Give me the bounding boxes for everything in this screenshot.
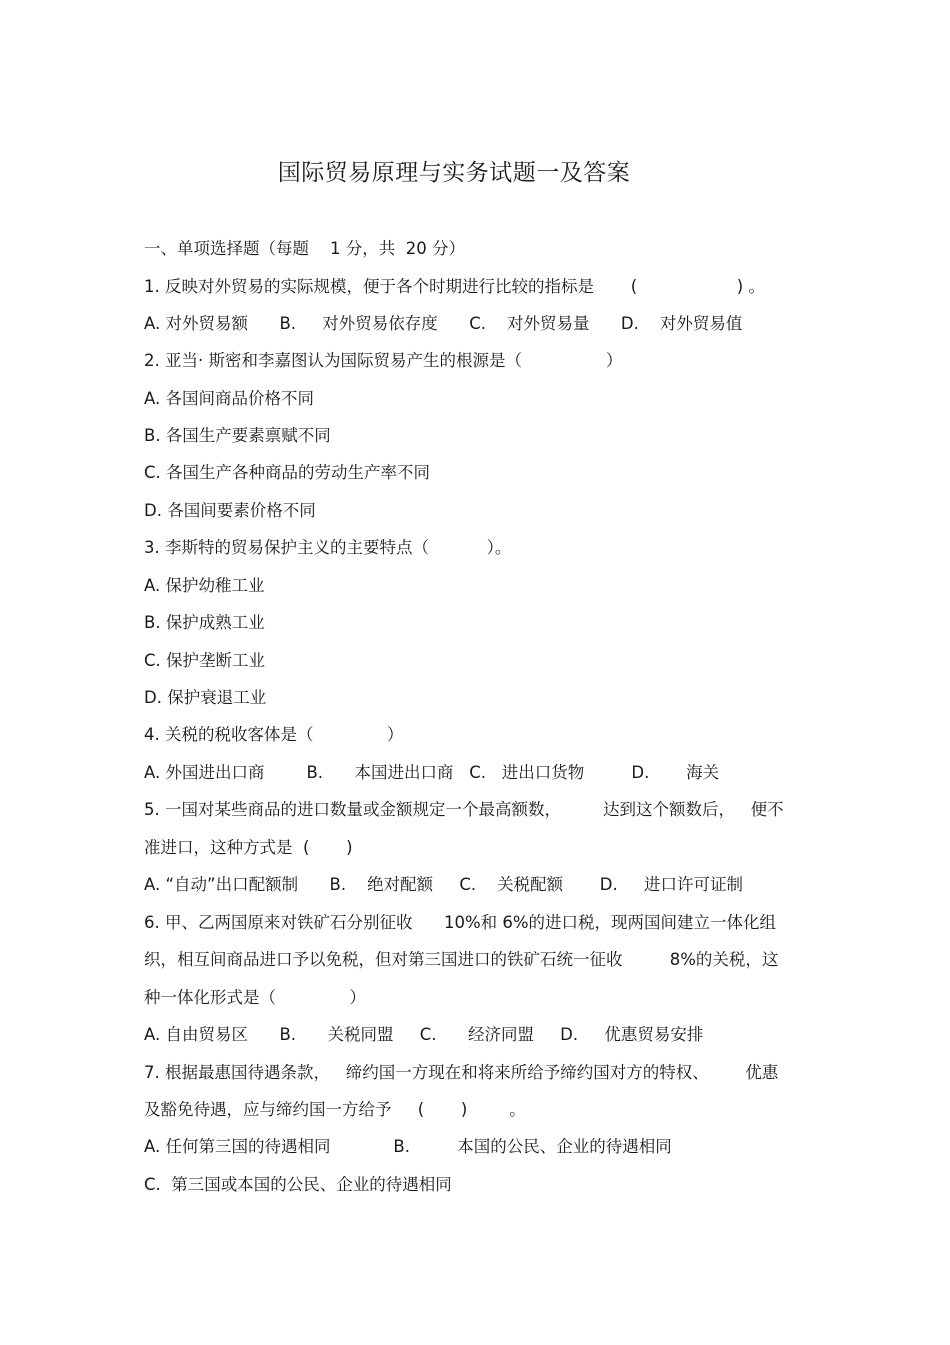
question-6-stem-line-2: 织，相互间商品进口予以免税，但对第三国进口的铁矿石统一征收 8%的关税，这: [144, 950, 779, 969]
question-1-options: A. 对外贸易额 B. 对外贸易依存度 C. 对外贸易量 D. 对外贸易值: [144, 314, 743, 333]
question-5-stem-line-1: 5. 一国对某些商品的进口数量或金额规定一个最高额数， 达到这个额数后， 便不: [144, 800, 784, 819]
section-heading-single-choice: 一、单项选择题（每题 1 分，共 20 分）: [144, 239, 465, 258]
question-3-option-d: D. 保护衰退工业: [144, 688, 267, 707]
document-title: 国际贸易原理与实务试题一及答案: [277, 160, 631, 186]
question-7-option-c: C. 第三国或本国的公民、企业的待遇相同: [144, 1175, 452, 1194]
question-4-options: A. 外国进出口商 B. 本国进出口商 C. 进出口货物 D. 海关: [144, 763, 720, 782]
question-3-option-b: B. 保护成熟工业: [144, 613, 265, 632]
question-3-stem: 3. 李斯特的贸易保护主义的主要特点（ ）。: [144, 538, 512, 557]
question-5-stem-line-2: 准进口，这种方式是 ( ): [144, 838, 353, 857]
question-3-option-a: A. 保护幼稚工业: [144, 576, 265, 595]
question-2-option-a: A. 各国间商品价格不同: [144, 389, 314, 408]
question-2-option-c: C. 各国生产各种商品的劳动生产率不同: [144, 463, 431, 482]
question-3-option-c: C. 保护垄断工业: [144, 651, 266, 670]
question-6-options: A. 自由贸易区 B. 关税同盟 C. 经济同盟 D. 优惠贸易安排: [144, 1025, 704, 1044]
question-6-stem-line-1: 6. 甲、乙两国原来对铁矿石分别征收 10%和 6%的进口税，现两国间建立一体化组: [144, 913, 777, 932]
question-1-stem: 1. 反映对外贸易的实际规模，便于各个时期进行比较的指标是 ( ) 。: [144, 277, 765, 296]
question-7-options-ab: A. 任何第三国的待遇相同 B. 本国的公民、企业的待遇相同: [144, 1137, 672, 1156]
question-7-stem-line-2: 及豁免待遇，应与缔约国一方给予 ( ) 。: [144, 1100, 526, 1119]
question-4-stem: 4. 关税的税收客体是（ ）: [144, 725, 404, 744]
question-7-stem-line-1: 7. 根据最惠国待遇条款， 缔约国一方现在和将来所给予缔约国对方的特权、 优惠: [144, 1063, 779, 1082]
question-2-stem: 2. 亚当· 斯密和李嘉图认为国际贸易产生的根源是（ ）: [144, 351, 623, 370]
question-2-option-b: B. 各国生产要素禀赋不同: [144, 426, 331, 445]
question-6-stem-line-3: 种一体化形式是（ ）: [144, 988, 366, 1007]
question-2-option-d: D. 各国间要素价格不同: [144, 501, 316, 520]
question-5-options: A. “自动”出口配额制 B. 绝对配额 C. 关税配额 D. 进口许可证制: [144, 875, 743, 894]
